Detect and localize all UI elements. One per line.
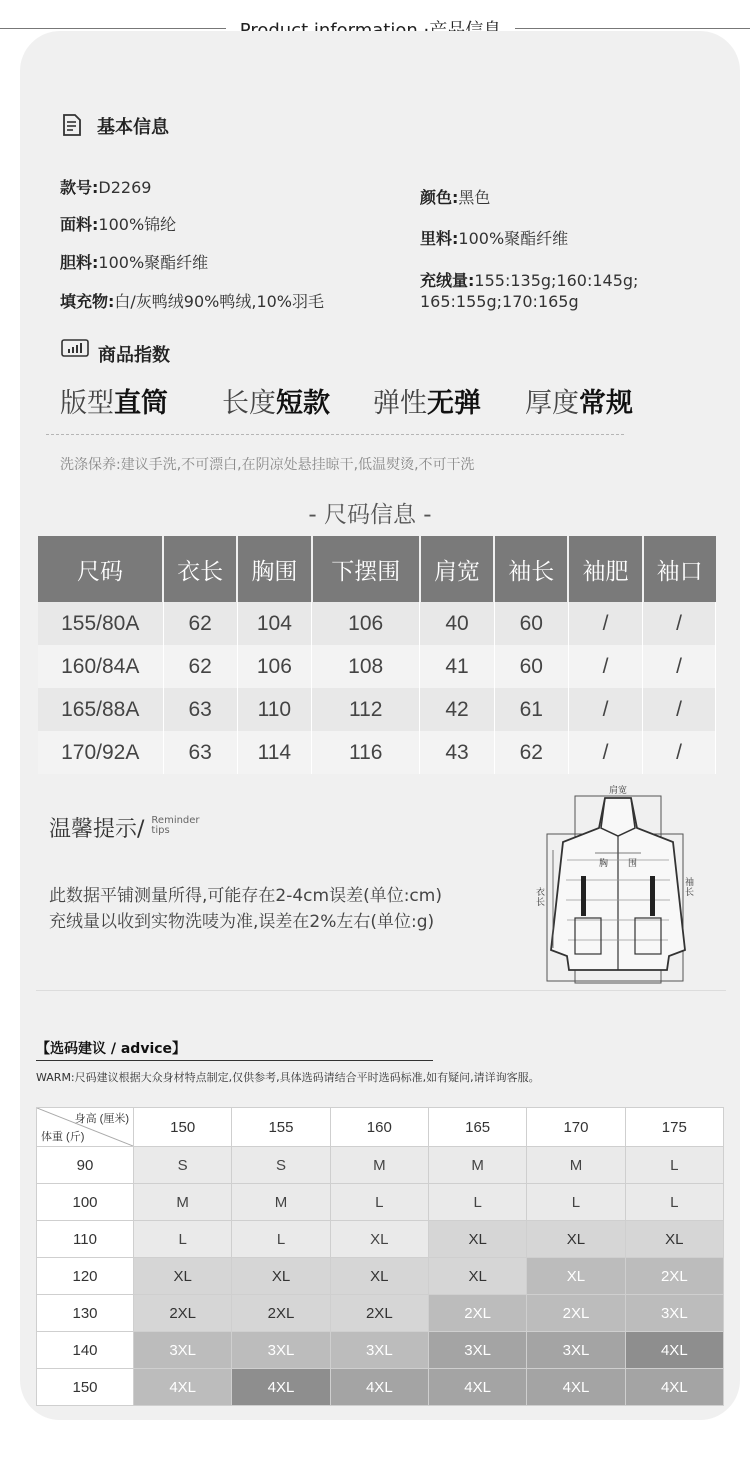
height-header-cell: 150 — [134, 1108, 232, 1147]
size-cell: 62 — [163, 645, 237, 688]
size-cell: 106 — [312, 602, 420, 645]
signal-bars-icon — [61, 339, 89, 361]
table-row — [37, 1258, 724, 1295]
size-cell: / — [568, 602, 642, 645]
size-header-cell: 袖肥 — [568, 536, 642, 602]
size-advice-cell: 4XL — [134, 1369, 232, 1406]
header-divider-right — [515, 28, 750, 29]
size-cell: / — [568, 688, 642, 731]
size-advice-cell: XL — [625, 1221, 723, 1258]
size-advice-cell: 4XL — [232, 1369, 330, 1406]
document-icon — [61, 113, 83, 141]
size-advice-cell: 4XL — [625, 1369, 723, 1406]
color: 颜色:黑色 — [420, 188, 491, 207]
size-advice-cell: 3XL — [527, 1332, 625, 1369]
index-fit: 版型直筒 — [60, 388, 168, 419]
fill-amount: 充绒量:155:135g;160:145g; — [420, 271, 639, 290]
size-cell: 165/88A — [38, 688, 163, 731]
size-advice-cell: 2XL — [428, 1295, 526, 1332]
size-advice-cell: M — [134, 1184, 232, 1221]
lining: 里料:100%聚酯纤维 — [420, 229, 569, 248]
weight-cell: 120 — [37, 1258, 134, 1295]
height-header-cell: 170 — [527, 1108, 625, 1147]
size-advice-cell: XL — [428, 1258, 526, 1295]
advice-title: 【选码建议 / advice】 — [36, 1041, 187, 1057]
height-header-cell: 175 — [625, 1108, 723, 1147]
size-header-cell: 下摆围 — [312, 536, 420, 602]
size-cell: 108 — [312, 645, 420, 688]
jacket-outline-icon — [533, 780, 708, 985]
size-advice-cell: 2XL — [527, 1295, 625, 1332]
size-cell: 112 — [312, 688, 420, 731]
index-thickness: 厚度常规 — [525, 388, 633, 419]
size-header-cell: 袖长 — [494, 536, 568, 602]
size-advice-cell: M — [428, 1147, 526, 1184]
size-cell: 40 — [420, 602, 494, 645]
size-advice-cell: 4XL — [625, 1332, 723, 1369]
height-header-cell: 160 — [330, 1108, 428, 1147]
weight-cell: 140 — [37, 1332, 134, 1369]
chest-label-1: 胸 — [599, 859, 609, 869]
dashed-divider — [46, 434, 624, 435]
size-cell: 43 — [420, 731, 494, 774]
size-header-cell: 袖口 — [643, 536, 716, 602]
sleeve-label: 袖长 — [685, 878, 695, 898]
size-cell: 60 — [494, 602, 568, 645]
size-advice-cell: 3XL — [232, 1332, 330, 1369]
weight-cell: 110 — [37, 1221, 134, 1258]
size-advice-cell: 2XL — [625, 1258, 723, 1295]
table-row — [38, 731, 716, 774]
size-advice-cell: L — [330, 1184, 428, 1221]
size-cell: 116 — [312, 731, 420, 774]
liner: 胆料:100%聚酯纤维 — [60, 253, 209, 272]
size-cell: / — [568, 731, 642, 774]
size-table — [38, 536, 716, 774]
size-cell: 160/84A — [38, 645, 163, 688]
header-divider-left — [0, 28, 226, 29]
size-advice-cell: XL — [428, 1221, 526, 1258]
size-header-cell: 胸围 — [237, 536, 311, 602]
size-advice-cell: 2XL — [134, 1295, 232, 1332]
weight-cell: 90 — [37, 1147, 134, 1184]
weight-cell: 100 — [37, 1184, 134, 1221]
size-advice-cell: L — [527, 1184, 625, 1221]
style-number: 款号:D2269 — [60, 178, 152, 197]
height-header-cell: 165 — [428, 1108, 526, 1147]
advice-title-underline — [36, 1060, 433, 1061]
weight-cell: 150 — [37, 1369, 134, 1406]
size-advice-cell: M — [527, 1147, 625, 1184]
size-cell: / — [568, 645, 642, 688]
size-advice-cell: 4XL — [428, 1369, 526, 1406]
corner-weight-label: 体重 (斤) — [41, 1131, 85, 1143]
size-advice-cell: S — [134, 1147, 232, 1184]
size-advice-cell: 3XL — [134, 1332, 232, 1369]
size-advice-cell: 3XL — [330, 1332, 428, 1369]
table-row — [37, 1147, 724, 1184]
size-advice-cell: S — [232, 1147, 330, 1184]
size-cell: 155/80A — [38, 602, 163, 645]
size-cell: 60 — [494, 645, 568, 688]
size-cell: 63 — [163, 731, 237, 774]
size-advice-cell: L — [232, 1221, 330, 1258]
section-divider — [36, 990, 726, 991]
size-advice-cell: XL — [330, 1258, 428, 1295]
length-label: 衣长 — [536, 888, 546, 908]
size-advice-cell: 2XL — [330, 1295, 428, 1332]
size-advice-cell: 2XL — [232, 1295, 330, 1332]
care-instructions: 洗涤保养:建议手洗,不可漂白,在阴凉处悬挂晾干,低温熨烫,不可干洗 — [60, 457, 475, 473]
size-advice-cell: L — [625, 1184, 723, 1221]
table-row — [37, 1369, 724, 1406]
size-advice-cell: M — [330, 1147, 428, 1184]
size-advice-cell: XL — [330, 1221, 428, 1258]
size-advice-cell: L — [625, 1147, 723, 1184]
size-cell: / — [643, 688, 716, 731]
size-cell: / — [643, 645, 716, 688]
size-advice-cell: 3XL — [428, 1332, 526, 1369]
size-info-title: - 尺码信息 - — [308, 502, 432, 528]
size-header-cell: 肩宽 — [420, 536, 494, 602]
tips-line-2: 充绒量以收到实物洗唛为准,误差在2%左右(单位:g) — [49, 912, 435, 932]
corner-height-label: 身高 (厘米) — [74, 1113, 129, 1125]
table-row — [38, 688, 716, 731]
size-cell: 62 — [494, 731, 568, 774]
size-advice-cell: L — [428, 1184, 526, 1221]
table-row — [38, 645, 716, 688]
size-cell: 104 — [237, 602, 311, 645]
size-cell: 62 — [163, 602, 237, 645]
size-advice-cell: 3XL — [625, 1295, 723, 1332]
table-row — [37, 1221, 724, 1258]
height-header-cell: 155 — [232, 1108, 330, 1147]
size-advice-table — [36, 1107, 724, 1406]
size-advice-cell: L — [134, 1221, 232, 1258]
size-advice-cell: XL — [232, 1258, 330, 1295]
index-title: 商品指数 — [98, 345, 170, 366]
tips-line-1: 此数据平铺测量所得,可能存在2-4cm误差(单位:cm) — [49, 886, 442, 906]
size-advice-cell: XL — [527, 1258, 625, 1295]
size-header-cell: 衣长 — [163, 536, 237, 602]
size-advice-cell: XL — [134, 1258, 232, 1295]
size-cell: 114 — [237, 731, 311, 774]
basic-info-title: 基本信息 — [97, 117, 169, 138]
size-cell: / — [643, 602, 716, 645]
index-elasticity: 弹性无弹 — [373, 388, 481, 419]
size-advice-cell: 4XL — [330, 1369, 428, 1406]
size-advice-cell: M — [232, 1184, 330, 1221]
table-corner-cell — [37, 1108, 134, 1147]
jacket-diagram — [533, 780, 708, 985]
table-row — [37, 1184, 724, 1221]
index-length: 长度短款 — [222, 388, 330, 419]
advice-warning: WARM:尺码建议根据大众身材特点制定,仅供参考,具体选码请结合平时选码标准,如有疑问,请详询客服。 — [36, 1071, 540, 1084]
size-cell: 106 — [237, 645, 311, 688]
shoulder-label: 肩宽 — [609, 786, 628, 796]
size-cell: 63 — [163, 688, 237, 731]
size-advice-cell: XL — [527, 1221, 625, 1258]
size-cell: 110 — [237, 688, 311, 731]
fabric: 面料:100%锦纶 — [60, 215, 177, 234]
size-cell: 170/92A — [38, 731, 163, 774]
filling: 填充物:白/灰鸭绒90%鸭绒,10%羽毛 — [60, 292, 325, 311]
size-cell: / — [643, 731, 716, 774]
weight-cell: 130 — [37, 1295, 134, 1332]
size-advice-cell: 4XL — [527, 1369, 625, 1406]
tips-title: 温馨提示/ Reminder tips — [49, 815, 200, 842]
size-cell: 42 — [420, 688, 494, 731]
size-cell: 41 — [420, 645, 494, 688]
table-row — [38, 602, 716, 645]
table-row — [37, 1295, 724, 1332]
size-cell: 61 — [494, 688, 568, 731]
table-row — [37, 1332, 724, 1369]
fill-amount-cont: 165:155g;170:165g — [420, 292, 579, 311]
size-header-cell: 尺码 — [38, 536, 163, 602]
chest-label-2: 围 — [628, 859, 638, 869]
